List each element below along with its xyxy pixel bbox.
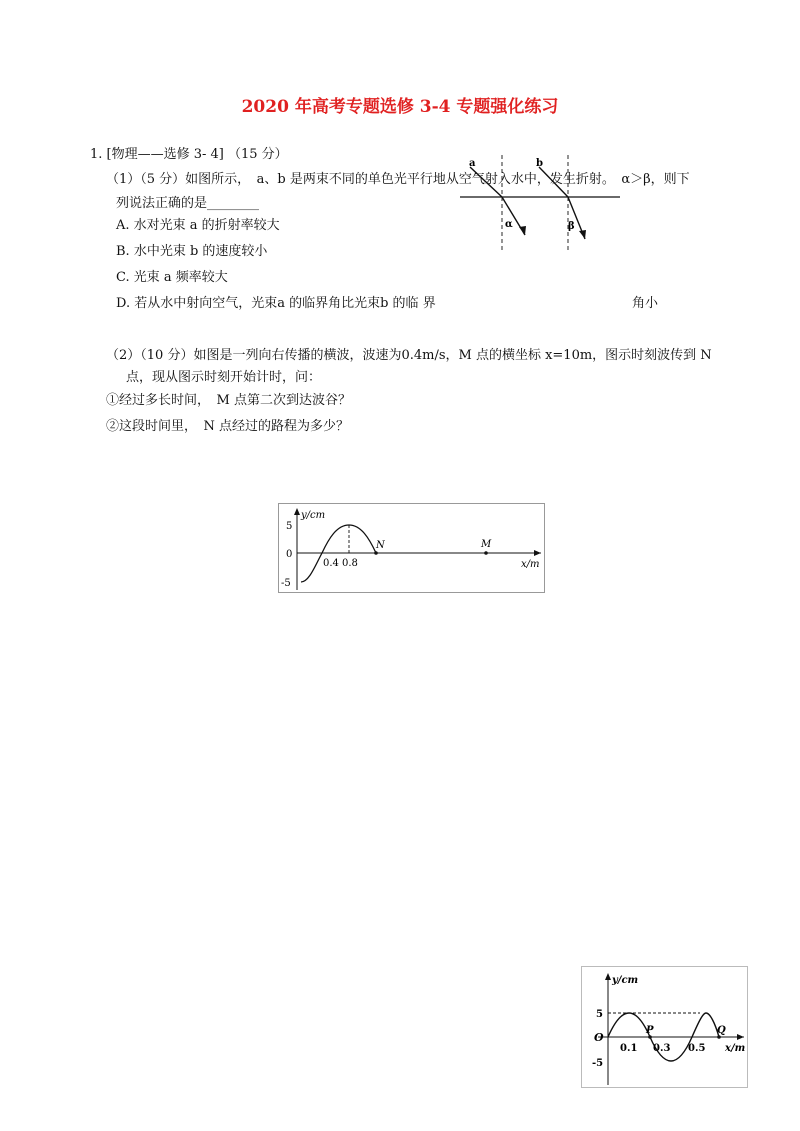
point-n-label: N <box>376 540 385 551</box>
x-tick-0-1: 0.1 <box>620 1043 638 1054</box>
part2-line1: （2）（10 分）如图是一列向右传播的横波，波速为0.4m/s，M 点的横坐标 x=10m，图示时刻波传到 N <box>106 348 712 363</box>
option-a: A. 水对光束 a 的折射率较大 <box>116 218 280 233</box>
x-tick-0-8: 0.8 <box>342 558 358 569</box>
y-tick-neg5-2: -5 <box>592 1058 604 1069</box>
refraction-figure <box>455 155 625 250</box>
origin-label: O <box>594 1031 604 1044</box>
x-axis-label-2: x/m <box>725 1043 746 1054</box>
label-beta: β <box>568 221 575 232</box>
option-c: C. 光束 a 频率较大 <box>116 270 228 285</box>
x-axis-label: x/m <box>521 559 540 570</box>
y-tick-0: 0 <box>286 549 293 560</box>
part1-line1: （1）（5 分）如图所示， a、b 是两束不同的单色光平行地从空气射入水中，发生折射。 α＞β，则下 <box>106 172 690 187</box>
point-q-label: Q <box>717 1025 726 1036</box>
x-tick-0-5: 0.5 <box>688 1043 706 1054</box>
x-tick-0-4: 0.4 <box>323 558 339 569</box>
y-tick-neg5: -5 <box>281 578 291 589</box>
label-alpha: α <box>505 219 513 230</box>
part2-line2: 点，现从图示时刻开始计时，问： <box>126 370 322 385</box>
option-d-tail: 角小 <box>632 296 659 311</box>
label-b: b <box>536 158 543 169</box>
point-m-label: M <box>481 539 492 550</box>
question-1-header: 1. [物理——选修 3- 4] （15 分） <box>90 147 288 162</box>
point-m-dot <box>484 551 488 555</box>
point-p-label: P <box>646 1025 654 1036</box>
wave-figure-1 <box>278 503 545 593</box>
part1-line2: 列说法正确的是________ <box>116 196 260 211</box>
wave-figure-2 <box>581 966 748 1088</box>
x-tick-0-3: 0.3 <box>653 1043 671 1054</box>
page-title: 2020 年高考专题选修 3-4 专题强化练习 <box>241 97 559 117</box>
option-d: D. 若从水中射向空气，光束a 的临界角比光束b 的临 界 <box>116 296 436 311</box>
y-tick-5-2: 5 <box>596 1009 603 1020</box>
part2-sub1: ①经过多长时间， M 点第二次到达波谷？ <box>106 393 351 408</box>
y-axis-label: y/cm <box>301 510 326 521</box>
option-b: B. 水中光束 b 的速度较小 <box>116 244 268 259</box>
y-tick-5: 5 <box>286 521 293 532</box>
label-a: a <box>469 158 476 169</box>
point-n-dot <box>374 551 378 555</box>
y-axis-label-2: y/cm <box>612 975 639 986</box>
part2-sub2: ②这段时间里， N 点经过的路程为多少？ <box>106 419 350 434</box>
